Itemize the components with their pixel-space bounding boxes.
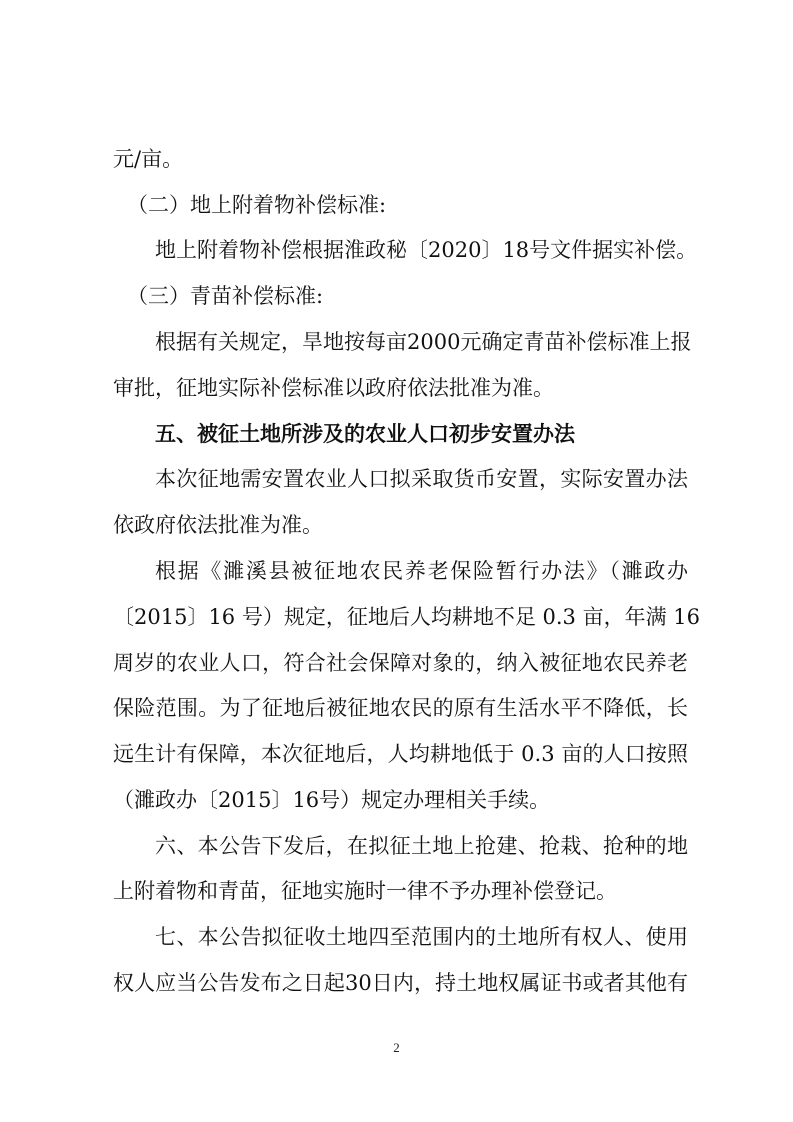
text-line: 周岁的农业人口，符合社会保障对象的，纳入被征地农民养老 — [113, 651, 688, 675]
text-line: 上附着物和青苗，征地实施时一律不予办理补偿登记。 — [113, 879, 617, 903]
text-line: 根据有关规定，旱地按每亩2000元确定青苗补偿标准上报 — [155, 330, 692, 354]
page-number: 2 — [393, 1040, 400, 1055]
text-line: 本次征地需安置农业人口拟采取货币安置，实际安置办法 — [155, 467, 688, 491]
text-line: 权人应当公告发布之日起30日内，持土地权属证书或者其他有 — [113, 971, 688, 995]
section-heading: （三）青苗补偿标准: — [127, 284, 324, 308]
text-line: 六、本公告下发后，在拟征土地上抢建、抢栽、抢种的地 — [155, 834, 688, 858]
section-heading: （二）地上附着物补偿标准: — [127, 193, 387, 217]
text-line: 保险范围。为了征地后被征地农民的原有生活水平不降低，长 — [113, 696, 688, 720]
text-line: 依政府依法批准为准。 — [113, 513, 323, 537]
text-line: 根据《濉溪县被征地农民养老保险暂行办法》（濉政办 — [155, 559, 688, 583]
text-line: 〔2015〕16 号）规定，征地后人均耕地不足 0.3 亩，年满 16 — [113, 605, 700, 629]
text-line: 审批，征地实际补偿标准以政府依法批准为准。 — [113, 376, 554, 400]
text-line: 七、本公告拟征收土地四至范围内的土地所有权人、使用 — [155, 925, 688, 949]
text-line: （濉政办〔2015〕16号）规定办理相关手续。 — [113, 788, 551, 812]
text-line: 元/亩。 — [113, 147, 184, 171]
text-line: 地上附着物补偿根据淮政秘〔2020〕18号文件据实补偿。 — [155, 238, 698, 262]
text-line: 远生计有保障，本次征地后，人均耕地低于 0.3 亩的人口按照 — [113, 742, 688, 766]
section-heading: 五、被征土地所涉及的农业人口初步安置办法 — [155, 421, 575, 446]
